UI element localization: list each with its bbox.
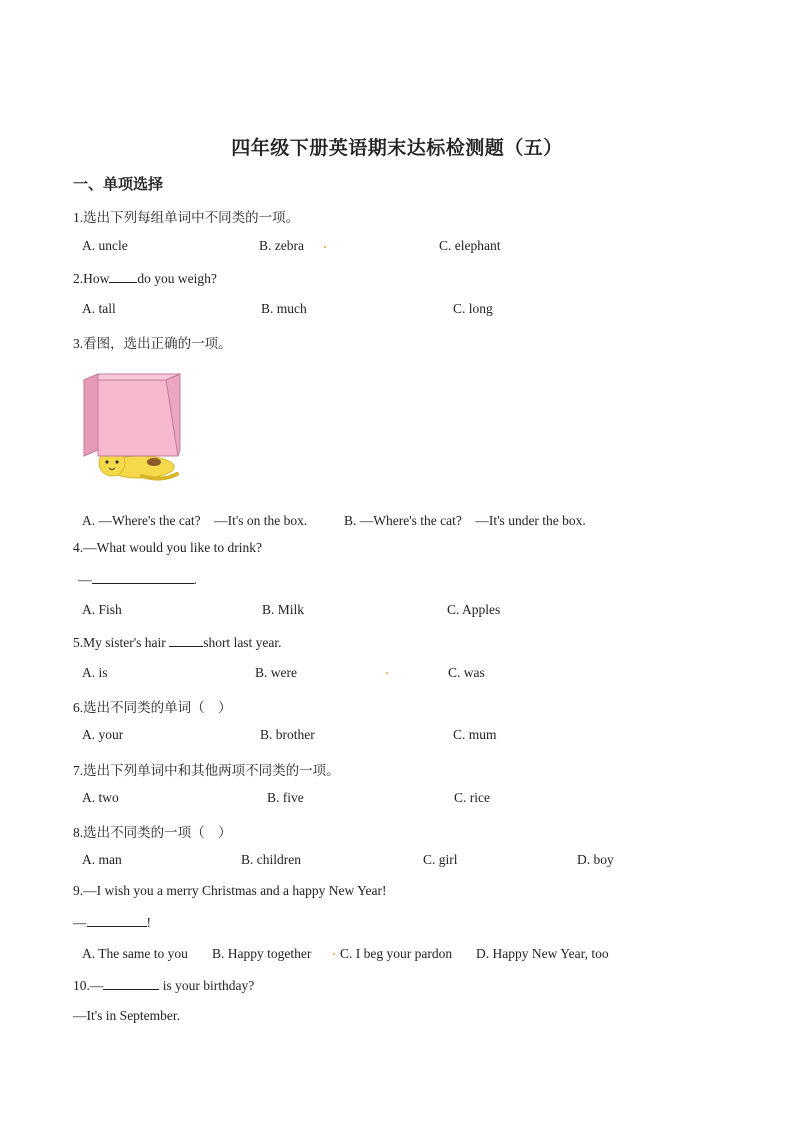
q9-option-a[interactable]: A. The same to you (82, 946, 188, 961)
q7-option-c[interactable]: C. rice (454, 790, 490, 805)
q2-option-a[interactable]: A. tall (82, 301, 116, 316)
stray-dot (333, 953, 335, 955)
q3-option-b[interactable]: B. —Where's the cat? —It's under the box. (344, 513, 586, 528)
q8-option-a[interactable]: A. man (82, 852, 122, 867)
q5-stem-start: 5.My sister's hair (73, 635, 170, 650)
q6-option-a[interactable]: A. your (82, 727, 124, 742)
question-9-stem: 9.—I wish you a merry Christmas and a happy New Year! (73, 883, 387, 898)
question-10-stem (73, 977, 254, 994)
q7-option-b[interactable]: B. five (267, 790, 304, 805)
question-2-stem (73, 270, 217, 287)
q5-option-a[interactable]: A. is (82, 665, 108, 680)
q9-dash: — (73, 915, 87, 930)
section-heading: 一、单项选择 (73, 177, 164, 193)
q10-blank (103, 977, 159, 990)
q2-option-c[interactable]: C. long (453, 301, 493, 316)
q4-option-c[interactable]: C. Apples (447, 602, 501, 617)
q9-answer-line (73, 914, 151, 931)
q5-option-b[interactable]: B. were (255, 665, 297, 680)
q4-option-a[interactable]: A. Fish (82, 602, 122, 617)
cat-under-box-picture (82, 370, 182, 486)
q1-option-c[interactable]: C. elephant (439, 238, 501, 253)
q2-blank (109, 270, 137, 283)
q1-option-b[interactable]: B. zebra (259, 238, 304, 253)
q10-stem-end: is your birthday? (159, 978, 255, 993)
question-1-stem: 1.选出下列每组单词中不同类的一项。 (73, 210, 300, 225)
question-3-stem: 3.看图，选出正确的一项。 (73, 336, 232, 351)
q9-exclamation: ! (146, 915, 151, 930)
q5-option-c[interactable]: C. was (448, 665, 485, 680)
q4-dash: — (78, 572, 92, 587)
q5-blank (169, 634, 203, 647)
q9-option-b[interactable]: B. Happy together (212, 946, 312, 961)
q7-option-a[interactable]: A. two (82, 790, 119, 805)
q3-option-a[interactable]: A. —Where's the cat? —It's on the box. (82, 513, 308, 528)
question-8-stem: 8.选出不同类的一项（ ） (73, 825, 232, 840)
q5-stem-end: short last year. (203, 635, 282, 650)
q4-option-b[interactable]: B. Milk (262, 602, 305, 617)
q4-answer-line (78, 571, 197, 588)
cat-under-box-illustration (82, 370, 182, 486)
q9-option-d[interactable]: D. Happy New Year, too (476, 946, 609, 961)
q2-stem-start: 2.How (73, 271, 110, 286)
q4-blank (92, 571, 194, 584)
q2-option-b[interactable]: B. much (261, 301, 307, 316)
question-7-stem: 7.选出下列单词中和其他两项不同类的一项。 (73, 763, 340, 778)
q9-option-c[interactable]: C. I beg your pardon (340, 946, 453, 961)
question-4-stem: 4.—What would you like to drink? (73, 540, 262, 555)
question-5-stem (73, 634, 282, 651)
q1-option-a[interactable]: A. uncle (82, 238, 128, 253)
q8-option-b[interactable]: B. children (241, 852, 301, 867)
q10-answer: —It's in September. (73, 1008, 181, 1023)
q2-stem-end: do you weigh? (137, 271, 217, 286)
q6-option-c[interactable]: C. mum (453, 727, 497, 742)
stray-dot (324, 246, 326, 248)
q10-stem-start: 10.— (73, 978, 104, 993)
q4-period: . (193, 572, 197, 587)
page-title: 四年级下册英语期末达标检测题（五） (231, 138, 563, 159)
q8-option-d[interactable]: D. boy (577, 852, 614, 867)
q6-option-b[interactable]: B. brother (260, 727, 315, 742)
q9-blank (87, 914, 147, 927)
q8-option-c[interactable]: C. girl (423, 852, 458, 867)
stray-dot (386, 672, 388, 674)
question-6-stem: 6.选出不同类的单词（ ） (73, 700, 232, 715)
